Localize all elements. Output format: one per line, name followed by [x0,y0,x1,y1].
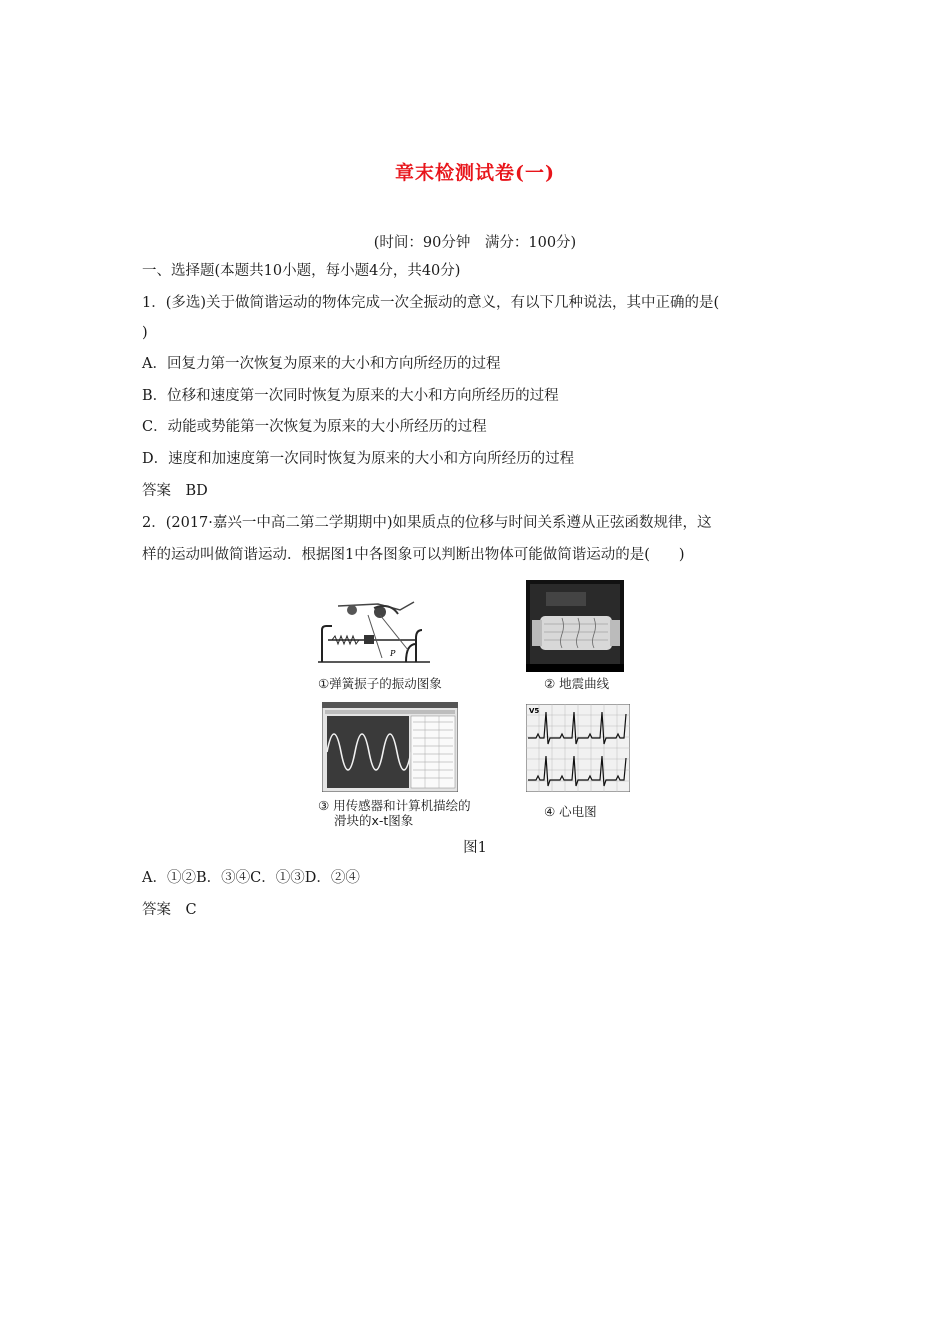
ecg-image [526,704,630,792]
q1-stem-line1: 1．(多选)关于做简谐运动的物体完成一次全振动的意义，有以下几种说法，其中正确的是( [142,295,720,311]
q1-option-b: B．位移和速度第一次同时恢复为原来的大小和方向所经历的过程 [142,388,559,404]
svg-text:V5: V5 [529,707,540,715]
page-title: 章末检测试卷(一) [395,162,555,184]
exam-meta: (时间：90分钟 满分：100分) [373,235,577,251]
q2-stem-line1: 2．(2017·嘉兴一中高二第二学期期中)如果质点的位移与时间关系遵从正弦函数规律，这 [142,515,712,531]
seismograph-image [526,580,624,672]
q1-answer: 答案 BD [142,483,208,499]
q2-answer: 答案 C [142,902,197,918]
section-heading: 一、选择题(本题共10小题，每小题4分，共40分) [142,263,461,279]
q1-option-a: A．回复力第一次恢复为原来的大小和方向所经历的过程 [142,356,501,372]
figure-caption-2: ② 地震曲线 [544,676,610,691]
q1-stem-line2: ) [142,325,148,341]
figure-caption-1: ①弹簧振子的振动图象 [318,676,442,691]
sensor-plot-image [322,702,458,792]
q2-options: A．①②B．③④C．①③D．②④ [142,870,360,886]
q2-stem-line2: 样的运动叫做简谐运动．根据图1中各图象可以判断出物体可能做简谐运动的是( ) [142,547,685,563]
spring-oscillator-image [318,600,430,668]
q1-option-d: D．速度和加速度第一次同时恢复为原来的大小和方向所经历的过程 [142,451,575,467]
q1-option-c: C．动能或势能第一次恢复为原来的大小所经历的过程 [142,419,487,435]
figure-caption-4: ④ 心电图 [544,804,597,819]
figure-1 [318,580,638,828]
figure-caption-3-line1: ③ 用传感器和计算机描绘的 [318,798,471,813]
svg-text:P: P [390,649,396,658]
figure-label: 图1 [463,840,487,856]
figure-caption-3-line2: 滑块的x-t图象 [334,813,414,828]
